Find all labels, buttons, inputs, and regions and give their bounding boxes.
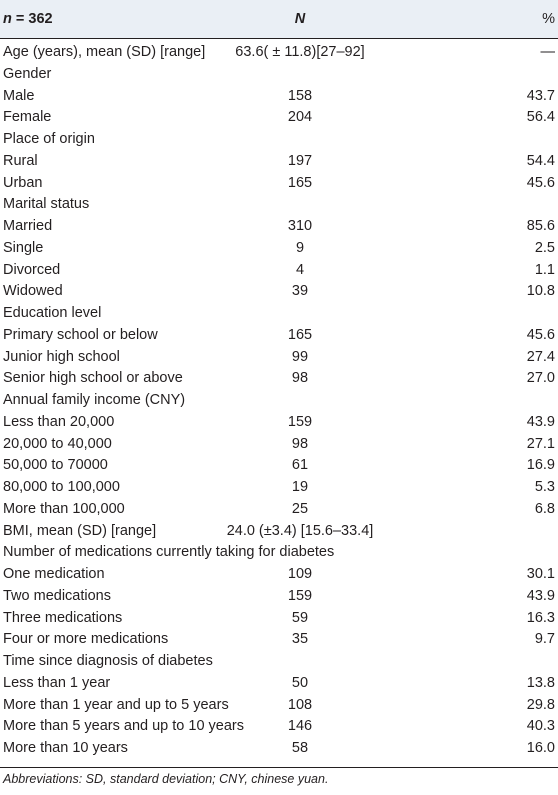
row-label: Place of origin [3, 131, 95, 147]
row-n-value: 19 [291, 479, 309, 495]
table-row [0, 238, 558, 260]
row-label: Divorced [3, 261, 61, 278]
row-n-value: 61 [291, 457, 309, 474]
row-n-value: 99 [291, 348, 309, 365]
row-pct-value: 54.4 [526, 152, 555, 169]
header-col-pct: % [542, 11, 555, 27]
row-label: 80,000 to 100,000 [3, 479, 120, 495]
header-n-value: = 362 [15, 11, 53, 27]
row-pct-value: 5.3 [534, 479, 555, 495]
table-row [0, 564, 558, 586]
row-n-value: 165 [287, 326, 313, 343]
row-label: Junior high school [3, 348, 120, 365]
table-row [0, 390, 558, 412]
row-n-value: 98 [291, 435, 309, 452]
row-label: More than 100,000 [3, 500, 125, 517]
table-row [0, 434, 558, 456]
row-label: More than 5 years and up to 10 years [3, 718, 245, 735]
row-label: More than 1 year and up to 5 years [3, 696, 229, 713]
header-n-symbol: n [3, 11, 12, 27]
row-n-value: 146 [287, 718, 313, 735]
table-row [0, 42, 558, 64]
table-body [0, 42, 558, 760]
row-n-value: 158 [287, 87, 313, 104]
row-pct-value: 6.8 [534, 500, 555, 517]
row-n-value: 35 [291, 631, 309, 648]
row-n-value: 25 [291, 500, 309, 517]
row-pct-value: 1.1 [534, 261, 555, 278]
table-row [0, 325, 558, 347]
row-label: One medication [3, 566, 105, 582]
row-label: Single [3, 239, 44, 256]
row-n-value: 4 [295, 261, 305, 278]
header-row [0, 0, 558, 38]
row-label: 20,000 to 40,000 [3, 435, 112, 452]
table-header [0, 0, 558, 38]
row-n-value: 165 [287, 174, 313, 191]
row-label: Less than 1 year [3, 674, 111, 691]
table-row [0, 173, 558, 195]
table-row [0, 455, 558, 477]
table-row [0, 151, 558, 173]
row-pct-value: — [540, 44, 555, 60]
bottom-rule [0, 767, 558, 768]
table-row [0, 608, 558, 630]
row-n-value: 98 [291, 370, 309, 387]
row-n-value: 197 [287, 152, 313, 169]
row-pct-value: 2.5 [534, 239, 555, 256]
row-pct-value: 56.4 [526, 109, 555, 126]
table-footnote: Abbreviations: SD, standard deviation; CNY, chinese yuan. [3, 772, 329, 786]
table-row [0, 347, 558, 369]
row-pct-value: 43.9 [526, 587, 555, 604]
row-pct-value: 16.9 [526, 457, 555, 474]
row-label: Time since diagnosis of diabetes [3, 653, 213, 669]
row-label: Two medications [3, 587, 111, 604]
row-label: 50,000 to 70000 [3, 457, 108, 474]
table-row [0, 260, 558, 282]
row-label: Married [3, 218, 53, 234]
row-label: Less than 20,000 [3, 413, 115, 430]
row-n-value: 108 [287, 696, 313, 713]
row-label: Primary school or below [3, 326, 158, 343]
row-n-value: 159 [287, 587, 313, 604]
row-pct-value: 10.8 [526, 283, 555, 300]
row-label: Widowed [3, 283, 63, 300]
row-n-value: 39 [291, 283, 309, 300]
row-pct-value: 29.8 [526, 696, 555, 713]
table-row [0, 281, 558, 303]
table-row [0, 129, 558, 151]
row-n-value: 58 [291, 740, 309, 756]
row-pct-value: 43.9 [526, 413, 555, 430]
table-row [0, 194, 558, 216]
row-label: Rural [3, 152, 38, 169]
table-row [0, 477, 558, 499]
row-label: Senior high school or above [3, 370, 183, 387]
row-pct-value: 16.0 [526, 740, 555, 756]
row-pct-value: 40.3 [526, 718, 555, 735]
row-label: Three medications [3, 609, 123, 626]
row-n-value: 204 [287, 109, 313, 126]
table-row [0, 86, 558, 108]
row-label: Annual family income (CNY) [3, 392, 186, 408]
row-pct-value: 27.1 [526, 435, 555, 452]
table-row [0, 521, 558, 543]
row-pct-value: 27.4 [526, 348, 555, 365]
table-row [0, 542, 558, 564]
table-row [0, 107, 558, 129]
row-n-value: 50 [291, 674, 309, 691]
row-n-value: 9 [295, 239, 305, 256]
header-rule [0, 38, 558, 39]
row-n-value: 159 [287, 413, 313, 430]
row-label: Urban [3, 174, 43, 191]
table-row [0, 303, 558, 325]
row-pct-value: 16.3 [526, 609, 555, 626]
table-row [0, 673, 558, 695]
table-row [0, 629, 558, 651]
row-label: Female [3, 109, 52, 126]
row-label: Male [3, 87, 35, 104]
table-row [0, 64, 558, 86]
row-n-value: 59 [291, 609, 309, 626]
row-pct-value: 30.1 [526, 566, 555, 582]
row-label: Number of medications currently taking for diabetes [3, 544, 335, 561]
row-label: Marital status [3, 196, 90, 213]
table-row [0, 738, 558, 760]
row-label: Four or more medications [3, 631, 169, 648]
table-row [0, 695, 558, 717]
row-label: Gender [3, 65, 52, 82]
table-row [0, 216, 558, 238]
table-row [0, 499, 558, 521]
table-row [0, 586, 558, 608]
row-pct-value: 9.7 [534, 631, 555, 648]
row-pct-value: 13.8 [526, 674, 555, 691]
row-n-value: 24.0 (±3.4) [15.6–33.4] [226, 522, 374, 539]
row-label: More than 10 years [3, 740, 128, 756]
row-label: BMI, mean (SD) [range] [3, 522, 157, 539]
table-row [0, 651, 558, 673]
table-row [0, 716, 558, 738]
row-pct-value: 45.6 [526, 326, 555, 343]
table-row [0, 368, 558, 390]
header-col-n: N [294, 11, 306, 27]
row-label: Education level [3, 305, 102, 321]
row-pct-value: 27.0 [526, 370, 555, 387]
row-n-value: 310 [287, 218, 313, 234]
table-row [0, 412, 558, 434]
row-label: Age (years), mean (SD) [range] [3, 44, 206, 60]
header-sample-size [3, 0, 53, 38]
row-n-value: 109 [287, 566, 313, 582]
row-n-value: 63.6( ± 11.8)[27–92] [235, 44, 365, 60]
row-pct-value: 45.6 [526, 174, 555, 191]
row-pct-value: 43.7 [526, 87, 555, 104]
row-pct-value: 85.6 [526, 218, 555, 234]
